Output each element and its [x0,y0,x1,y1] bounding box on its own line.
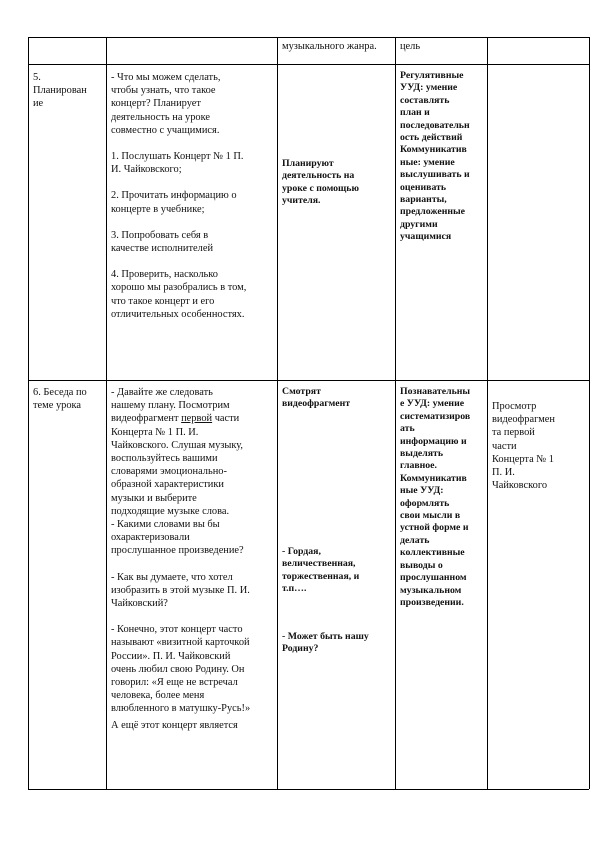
top-teacher-cell [282,40,392,53]
row6-resources-text: Просмотр видеофрагмен та первой части Концерта № 1 П. И. Чайковского [492,401,555,492]
row5-teacher-intro: - Что мы можем сделать, чтобы узнать, что такое концерт? Планирует деятельность на уроке совместно с учащимися. [111,72,221,136]
row6-stage-text: 6. Беседа по теме урока [33,387,87,412]
table-divider-1 [106,37,107,789]
row6-uud-cell [400,386,486,609]
top-teacher-text: музыкального жанра. [282,41,377,52]
row6-resources-cell [492,400,586,492]
row6-intro-before: - Давайте же следовать нашему плану. Посмотрим видеофрагмент [111,387,230,425]
row-divider-2 [28,380,589,381]
table-divider-2 [277,37,278,789]
row6-intro-underlined: первой [181,413,213,425]
table-border-top [28,37,589,38]
top-uud-text: цель [400,41,421,52]
row-divider-1 [28,64,589,65]
row5-stage-text: 5. Планирован ие [33,72,87,110]
row5-plan-item-3: 3. Попробовать себя в качестве исполнителей [111,229,213,255]
row5-uud-text: Регулятивные УУД: умение составлять план и последовательн ость действий Коммуникатив ные: умение выслушивать и оценивать варианты, предложенные другими учащимися [400,70,470,243]
table-border-right [589,37,590,789]
row6-students-watch-cell [282,386,392,411]
row6-teacher-cell [111,386,277,732]
row6-teacher-question-1: - Какими словами вы бы охарактеризовали прослушанное произведение? [111,519,244,557]
row6-uud-text: Познавательны е УУД: умение систематизиров ать информацию и выделять главное. Коммуникатив ные УУД: оформлять свои мысли в устной форме и делать коллективные выводы о прослушанном музыкальном произведении. [400,386,471,608]
row6-students-answer-2-cell [282,631,392,656]
table-divider-4 [487,37,488,789]
row6-students-answer-1: - Гордая, величественная, торжественная, и т.п…. [282,546,360,595]
table-border-left [28,37,29,789]
top-uud-cell [400,40,485,53]
row5-students-cell [282,158,392,208]
row6-intro-after: части Концерта № 1 П. И. Чайковского. Слушая музыку, воспользуйтесь вашими словарями эмоционально- образной характеристики музыки и выберите подходящие музыке слова. [111,413,244,517]
row5-uud-cell [400,70,486,244]
row5-plan-item-2: 2. Прочитать информацию о концерте в учебнике; [111,190,237,215]
row6-teacher-continuation: А ещё этот концерт является [111,719,238,731]
row6-teacher-quote: - Конечно, этот концерт часто называют «визитной карточкой России». П. И. Чайковский очень любил свою Родину. Он говорил: «Я еще не встречал человека, более меня влюбленного в матушку-Русь!» [111,624,251,715]
row6-stage-cell [33,386,105,412]
row5-stage-cell [33,71,103,111]
row6-students-watch: Смотрят видеофрагмент [282,386,351,410]
row5-plan-item-1: 1. Послушать Концерт № 1 П. И. Чайковского; [111,151,244,176]
table-border-bottom [28,789,589,790]
table-divider-3 [395,37,396,789]
row6-students-answer-1-cell [282,546,392,596]
row5-teacher-cell [111,71,275,321]
row5-plan-item-4: 4. Проверить, насколько хорошо мы разобрались в том, что такое концерт и его отличительных особенностях. [111,269,247,320]
row5-students-text: Планируют деятельность на уроке с помощью учителя. [282,158,359,207]
row6-teacher-intro [111,386,277,518]
row6-students-answer-2: - Может быть нашу Родину? [282,631,369,655]
row6-teacher-question-2: - Как вы думаете, что хотел изобразить в этой музыке П. И. Чайковский? [111,571,250,610]
